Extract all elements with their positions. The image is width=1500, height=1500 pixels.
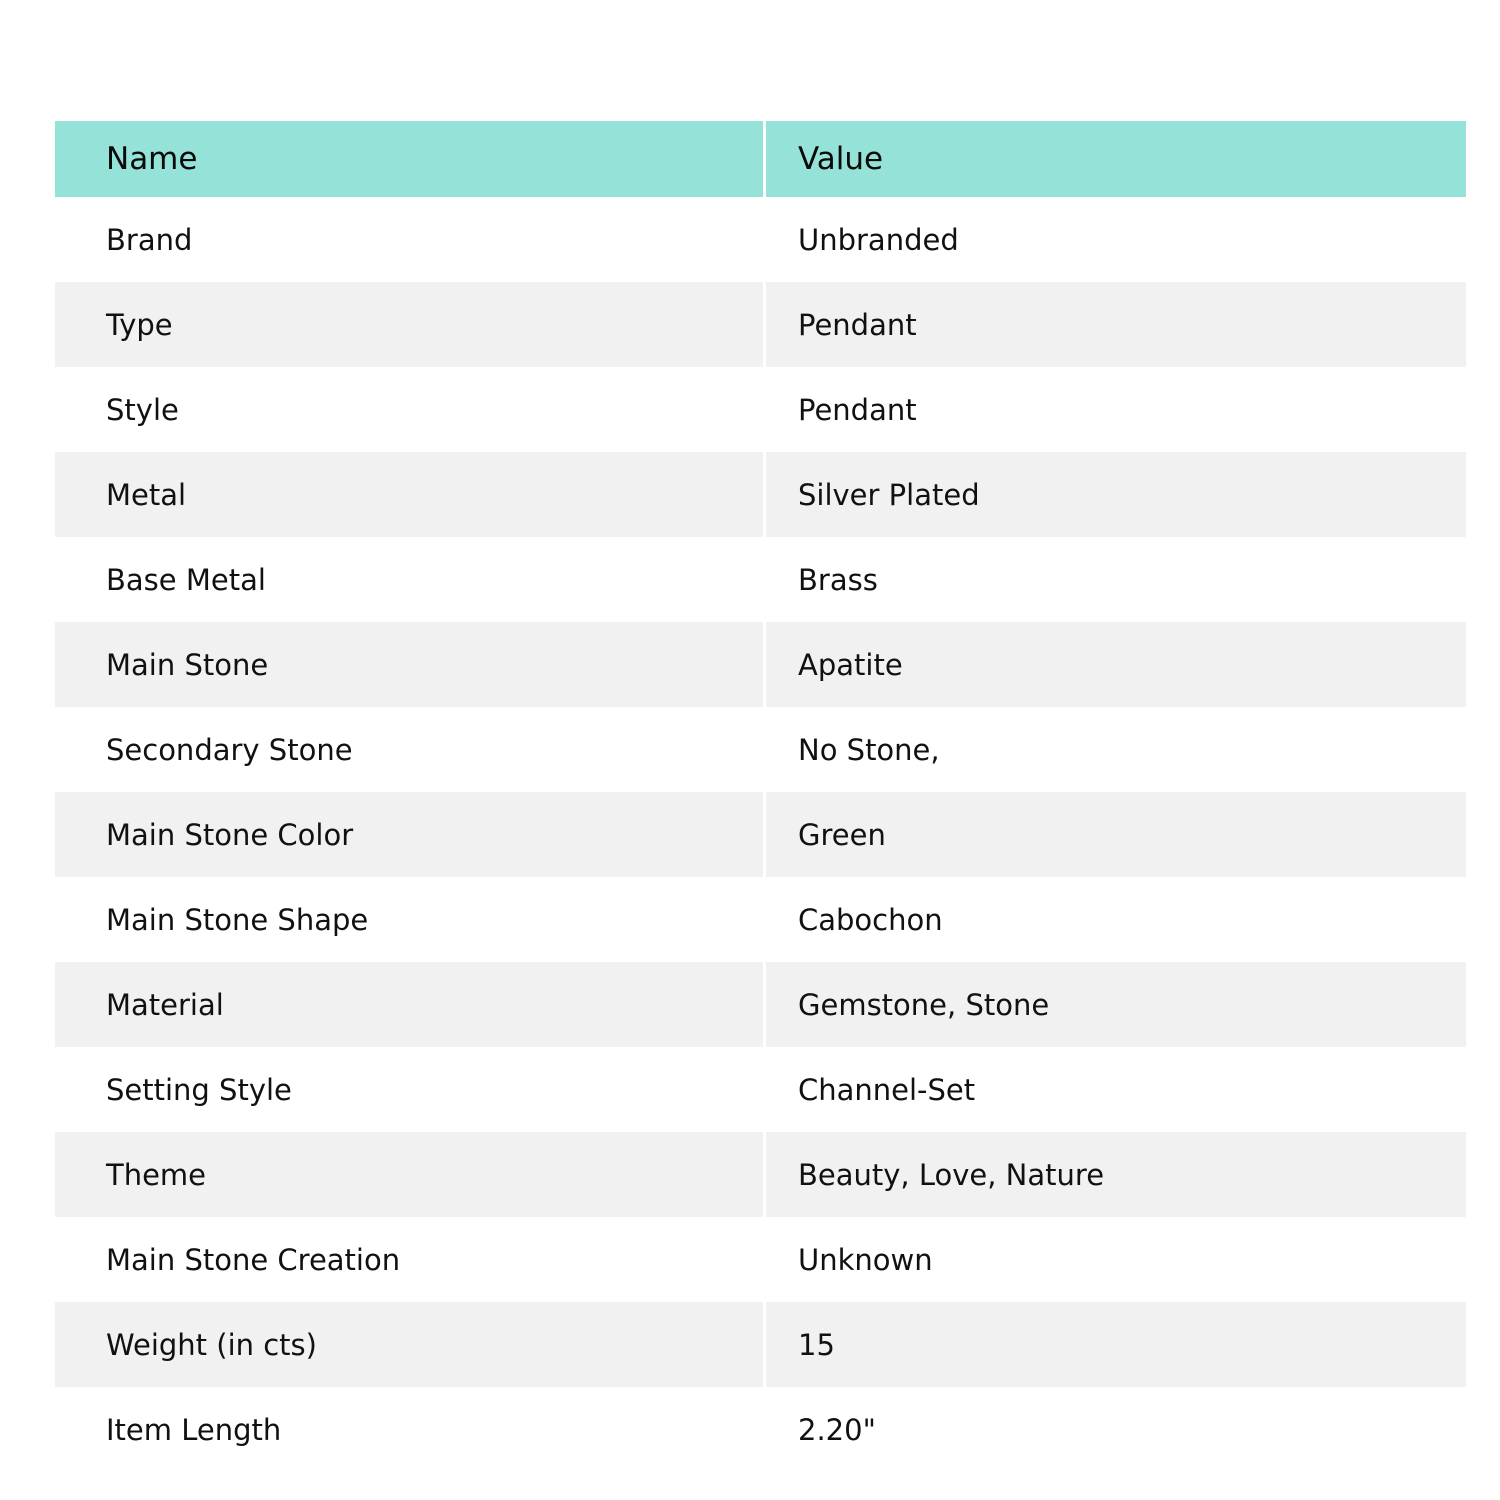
row-value-cell: Cabochon	[798, 902, 943, 937]
row-value-cell: Pendant	[798, 307, 917, 342]
row-name-cell: Metal	[55, 452, 766, 537]
row-name-cell: Main Stone	[55, 622, 766, 707]
table-row	[55, 197, 1466, 282]
row-name-cell: Base Metal	[55, 537, 766, 622]
row-name-cell: Style	[55, 367, 766, 452]
row-value-cell: Gemstone, Stone	[798, 987, 1050, 1022]
table-row	[55, 1132, 1466, 1217]
table-row	[55, 1047, 1466, 1132]
row-name-cell: Brand	[55, 197, 766, 282]
row-name-cell: Theme	[55, 1132, 766, 1217]
row-value-cell: 15	[798, 1327, 835, 1362]
table-header-row	[55, 121, 1466, 197]
row-value-cell: Brass	[798, 562, 878, 597]
table-row	[55, 877, 1466, 962]
row-name-cell: Material	[55, 962, 766, 1047]
row-name-cell: Main Stone Color	[55, 792, 766, 877]
row-value-cell: Channel-Set	[798, 1072, 976, 1107]
table-row	[55, 707, 1466, 792]
row-value-cell: Unbranded	[798, 222, 959, 257]
table-row	[55, 282, 1466, 367]
table-row	[55, 962, 1466, 1047]
row-name-cell: Main Stone Shape	[55, 877, 766, 962]
column-header-value: Value	[798, 141, 884, 177]
row-value-cell: Silver Plated	[798, 477, 980, 512]
column-header-name: Name	[55, 121, 766, 197]
item-specifics-table	[55, 121, 1466, 1472]
row-name-cell: Secondary Stone	[55, 707, 766, 792]
row-name-cell: Type	[55, 282, 766, 367]
row-value-cell: Green	[798, 817, 886, 852]
table-row	[55, 1387, 1466, 1472]
row-value-cell: Unknown	[798, 1242, 933, 1277]
table-row	[55, 367, 1466, 452]
table-row	[55, 792, 1466, 877]
row-value-cell: Pendant	[798, 392, 917, 427]
table-row	[55, 452, 1466, 537]
row-name-cell: Setting Style	[55, 1047, 766, 1132]
table-row	[55, 622, 1466, 707]
table-row	[55, 1217, 1466, 1302]
table-row	[55, 537, 1466, 622]
row-name-cell: Item Length	[55, 1387, 766, 1472]
row-value-cell: Apatite	[798, 647, 903, 682]
row-name-cell: Weight (in cts)	[55, 1302, 766, 1387]
row-name-cell: Main Stone Creation	[55, 1217, 766, 1302]
table-row	[55, 1302, 1466, 1387]
row-value-cell: Beauty, Love, Nature	[798, 1157, 1105, 1192]
row-value-cell: 2.20"	[798, 1412, 876, 1447]
table-body	[55, 197, 1466, 1472]
row-value-cell: No Stone,	[798, 732, 940, 767]
